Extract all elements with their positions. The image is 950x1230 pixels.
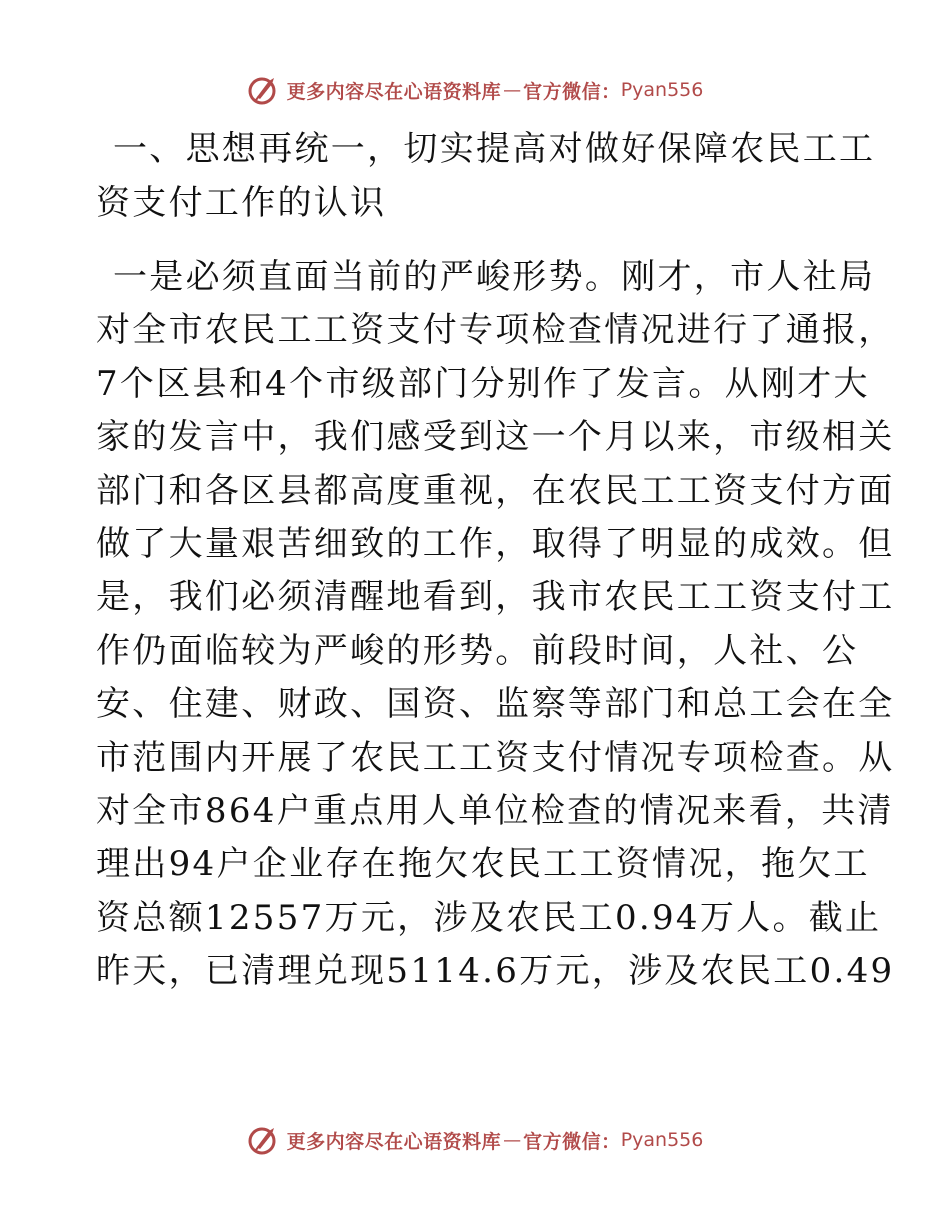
- paragraph-line: 理出94户企业存在拖欠农民工工资情况，拖欠工: [96, 844, 870, 885]
- quill-logo-icon: [247, 1123, 281, 1157]
- section-heading: [96, 122, 876, 230]
- watermark-site-text: 更多内容尽在心语资料库: [286, 1130, 502, 1153]
- paragraph-line: 家的发言中，我们感受到这一个月以来，市级相关: [96, 417, 895, 458]
- watermark-site-text: 更多内容尽在心语资料库: [286, 80, 502, 103]
- watermark-separator: —: [503, 1129, 522, 1151]
- paragraph-line: 对全市农民工工资支付专项检查情况进行了通报，: [96, 310, 895, 351]
- watermark-account: Pyan556: [620, 1129, 704, 1151]
- footer-watermark: [0, 1120, 950, 1160]
- paragraph-line: 对全市864户重点用人单位检查的情况来看，共清: [96, 791, 894, 832]
- paragraph-line: 昨天，已清理兑现5114.6万元，涉及农民工0.49: [96, 951, 895, 992]
- paragraph-line: 市范围内开展了农民工工资支付情况专项检查。从: [96, 737, 895, 778]
- paragraph-line: 安、住建、财政、国资、监察等部门和总工会在全: [96, 684, 895, 725]
- watermark-label: 官方微信：: [523, 80, 621, 103]
- paragraph-line: 资总额12557万元，涉及农民工0.94万人。截止: [96, 897, 882, 938]
- paragraph-line: 7个区县和4个市级部门分别作了发言。从刚才大: [96, 363, 870, 404]
- paragraph-line: 一是必须直面当前的严峻形势。刚才，市人社局: [113, 257, 876, 297]
- paragraph-line: 作仍面临较为严峻的形势。前段时间，人社、公: [96, 630, 859, 671]
- heading-line: 资支付工作的认识: [96, 183, 387, 223]
- watermark-separator: —: [503, 79, 522, 101]
- watermark-account: Pyan556: [620, 79, 704, 101]
- watermark-label: 官方微信：: [523, 1130, 621, 1153]
- body-paragraph: [96, 251, 895, 999]
- paragraph-line: 部门和各区县都高度重视，在农民工工资支付方面: [96, 470, 895, 511]
- heading-line: 一、思想再统一，切实提高对做好保障农民工工: [113, 129, 876, 169]
- paragraph-line: 是，我们必须清醒地看到，我市农民工工资支付工: [96, 577, 895, 618]
- paragraph-line: 做了大量艰苦细致的工作，取得了明显的成效。但: [96, 524, 895, 565]
- header-watermark: [0, 70, 950, 110]
- quill-logo-icon: [247, 73, 281, 107]
